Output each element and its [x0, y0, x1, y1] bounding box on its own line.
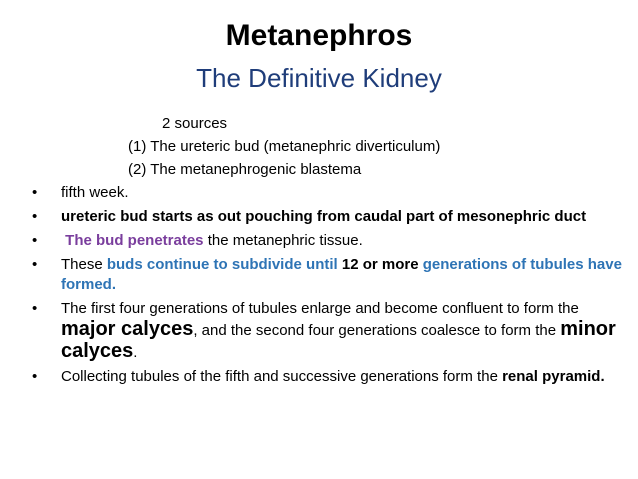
bullet-item-renal-pyramid: [32, 367, 622, 387]
bullet-marker: •: [32, 184, 38, 201]
highlight-minor-calyces: minor calyces: [61, 318, 616, 362]
bullet-text: The first four generations of tubules enlarge and become confluent to form the: [61, 300, 583, 317]
highlight-generations: generations of tubules have formed.: [61, 256, 627, 293]
highlight-buds-subdivide: buds continue to subdivide until: [106, 256, 338, 273]
bullet-item-fifth-week: [32, 183, 622, 203]
highlight-renal-pyramid: renal pyramid.: [502, 368, 605, 385]
bullet-marker: •: [32, 300, 38, 317]
bullet-item-subdivide: [32, 255, 627, 295]
bullet-marker: •: [32, 232, 38, 249]
sources-heading: 2 sources: [162, 115, 228, 132]
bullet-item-calyces: [32, 299, 622, 363]
bullet-marker: •: [32, 208, 38, 225]
bullet-list: [32, 183, 627, 391]
bullet-text: These: [61, 256, 107, 273]
bullet-text: ureteric bud starts as out pouching from caudal part of mesonephric duct: [61, 208, 587, 225]
highlight-major-calyces: major calyces: [61, 318, 194, 340]
slide-title: Metanephros: [225, 19, 413, 52]
bullet-item-ureteric-bud: [32, 207, 622, 227]
bullet-text: .: [133, 344, 138, 361]
source-item-1: (1) The ureteric bud (metanephric diverticulum): [128, 138, 441, 155]
highlight-bud-penetrates: The bud penetrates: [61, 232, 204, 249]
bullet-marker: •: [32, 256, 38, 273]
bullet-marker: •: [32, 368, 38, 385]
bullet-text: the metanephric tissue.: [203, 232, 363, 249]
source-item-2: (2) The metanephrogenic blastema: [128, 161, 362, 178]
bullet-text: Collecting tubules of the fifth and successive generations form the: [61, 368, 503, 385]
bullet-item-bud-penetrates: [32, 231, 622, 251]
bullet-text: fifth week.: [61, 184, 129, 201]
highlight-twelve-or-more: 12 or more: [337, 256, 419, 273]
bullet-text: , and the second four generations coalesce to form the: [193, 322, 561, 339]
slide-subtitle: The Definitive Kidney: [196, 63, 442, 93]
